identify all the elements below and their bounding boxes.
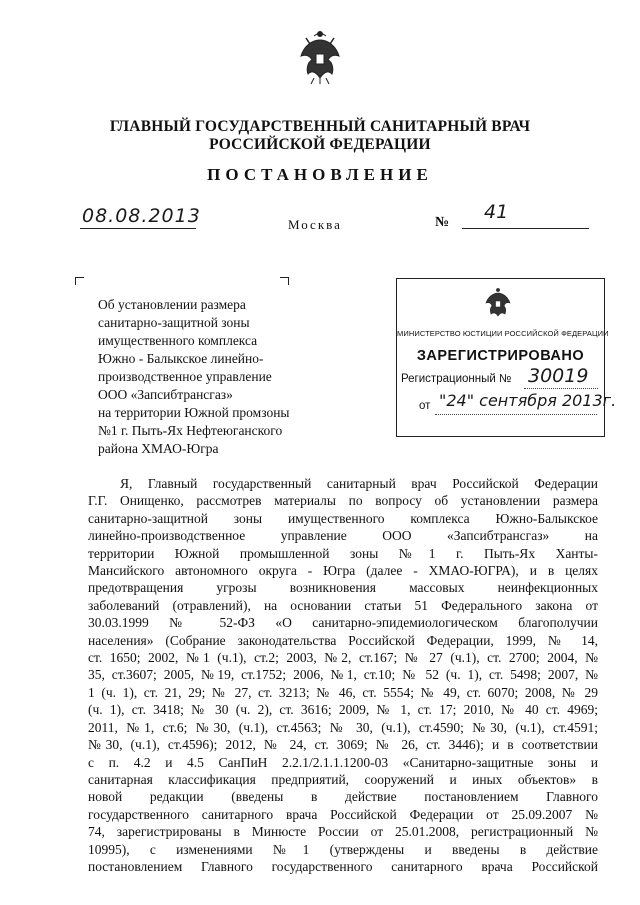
subject-line: имущественного комплекса [98, 333, 258, 348]
decree-number: 41 [484, 201, 509, 223]
body-line: ст. 1650; 2002, №1 (ч.1), ст.2; 2003, №2, ст.167; № 27 (ч.1), ст. 2700; 2004, № [88, 650, 598, 666]
decree-subject [98, 296, 338, 458]
body-line: государственного санитарного врача Российской Федерации от 25.09.2007 № [88, 806, 598, 822]
stamp-reg-label: Регистрационный № [401, 373, 512, 385]
stamp-from-date: "24" сентября 2013г. [439, 391, 617, 410]
body-line: санитарно-защитной зоны имущественного комплекса Южно-Балыкское [88, 510, 598, 526]
body-line: новой редакции (введены в действие постановлением Главного [88, 789, 598, 805]
body-line: предотвращения угрозы возникновения массовых неинфекционных [88, 580, 598, 596]
body-line: территории Южной промышленной зоны №1 г. Пыть-Ях Ханты- [88, 545, 598, 561]
body-line: 2011, №1, ст.6; №30, (ч.1), ст.4563; № 30, (ч.1), ст.4590; №30, (ч.1), ст.4591; [88, 719, 598, 735]
subject-line: №1 г. Пыть-Ях Нефтеюганского [98, 423, 283, 438]
bracket-corner-left [75, 277, 84, 285]
issuer-title-line1: ГЛАВНЫЙ ГОСУДАРСТВЕННЫЙ САНИТАРНЫЙ ВРАЧ [109, 118, 531, 135]
body-line: 74, зарегистрированы в Минюсте России от 25.01.2008, регистрационный № [88, 824, 598, 840]
body-line: постановлением Главного государственного санитарного врача Российской [88, 858, 598, 874]
body-line: 10995), с изменениями №1 (утверждены и введены в действие [88, 841, 598, 857]
subject-line: на территории Южной промзоны [98, 405, 290, 420]
body-line: 1 (ч. 1), ст. 21, 29; № 27, ст. 3213; № 46, ст. 5554; № 49, ст. 6070; 2008, № 29 [88, 684, 598, 700]
subject-line: Об установлении размера [98, 297, 246, 312]
body-line: с п. 4.2 и 4.5 СанПиН 2.2.1/2.1.1.1200-03 «Санитарно-защитные зоны и [88, 754, 598, 770]
body-line: санитарная классификация предприятий, сооружений и иных объектов» в [88, 771, 598, 787]
city: Москва [288, 217, 342, 232]
subject-line: ООО «Запсибтрансгаз» [98, 387, 233, 402]
body-line: линейно-производственное управление ООО «Запсибтрансгаз» на [88, 528, 598, 544]
decree-body [88, 475, 598, 875]
decree-date: 08.08.2013 [82, 205, 201, 227]
state-emblem [298, 30, 342, 86]
body-line: (ч. 1), ст. 3418; № 30 (ч. 2), ст. 3616; 2009, № 1, ст. 17; 2010, № 40 ст. 4969; [88, 702, 598, 718]
registration-stamp [396, 278, 617, 437]
body-line: 30.03.1999 № 52-ФЗ «О санитарно-эпидемиологическом благополучии [88, 615, 598, 631]
number-label: № [435, 215, 450, 230]
body-line: 35, ст.3607; 2005, №19, ст.1752; 2006, №1, ст.10; № 52 (ч. 1), ст. 5498; 2007, № [88, 667, 598, 683]
body-line: №30, (ч.1), ст.4596); 2012, № 24, ст. 3069; № 26, ст. 3446); и в соответствии [88, 737, 598, 753]
stamp-status: ЗАРЕГИСТРИРОВАНО [416, 348, 585, 364]
body-line: Я, Главный государственный санитарный врач Российской Федерации [120, 476, 598, 491]
stamp-emblem-icon [483, 287, 513, 317]
subject-line: санитарно-защитной зоны [98, 315, 250, 330]
body-line: Г.Г. Онищенко, рассмотрев материалы по вопросу об установлении размера [88, 493, 598, 509]
stamp-reg-number: 30019 [528, 365, 589, 387]
bracket-corner-right [280, 277, 289, 285]
stamp-from-label: от [419, 400, 431, 412]
issuer-title-line2: РОССИЙСКОЙ ФЕДЕРАЦИИ [209, 136, 431, 153]
document-type: ПОСТАНОВЛЕНИЕ [207, 165, 433, 184]
stamp-ministry: МИНИСТЕРСТВО ЮСТИЦИИ РОССИЙСКОЙ ФЕДЕРАЦИИ [397, 329, 609, 338]
subject-line: производственное управление [98, 369, 272, 384]
body-line: населения» (Собрание законодательства Российской Федерации, 1999, № 14, [88, 632, 598, 648]
body-line: заболеваний (отравлений), на основании статьи 51 Федерального закона от [88, 597, 598, 613]
subject-line: Южно - Балыкское линейно- [98, 351, 264, 366]
from-date-underline [435, 414, 597, 415]
date-underline [80, 228, 196, 229]
number-underline [462, 228, 589, 229]
reg-number-underline [524, 388, 598, 389]
subject-line: района ХМАО-Югра [98, 441, 219, 456]
body-line: Мансийского автономного округа - Югра (далее - ХМАО-ЮГРА), и в целях [88, 563, 598, 579]
